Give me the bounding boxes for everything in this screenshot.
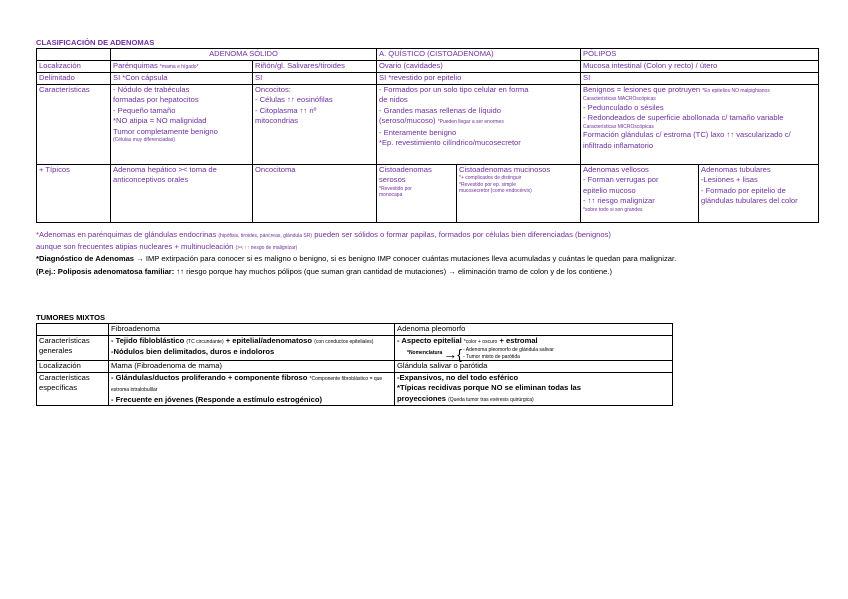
car-polipos-benignos: Benignos = lesiones que protruyen [583, 84, 701, 94]
cell-loc-adenoma-pleomorfo: Glándula salivar o parótida [395, 361, 673, 373]
tip-tubulares-line: -Lesiones + lisas [701, 175, 758, 184]
car-polipos-line: infiltrado inflamatorio [583, 140, 654, 150]
tip-serosos-line: Cistoadenomas [379, 164, 432, 174]
gen-ap-estromal: + estromal [499, 335, 538, 345]
cell-delim-quistico: SI *revestido por epitelio [377, 73, 581, 85]
header-adenoma-quistico: A. QUÍSTICO (CISTOADENOMA) [377, 49, 581, 61]
cell-tip-cistoadenomas-serosos [377, 164, 457, 222]
note-3a: *Diagnóstico de Adenomas → [36, 254, 144, 263]
note-1a: *Adenomas en parénquimas de glándulas endocrinas [36, 230, 217, 239]
note-2b: (>< ↑↑ riesgo de malignizar) [235, 245, 298, 251]
tip-serosos-note: monocapa [379, 192, 403, 198]
car-polipos-line: Formación glándulas c/ estroma (TC) laxo ↑↑ vascularizado c/ [583, 130, 791, 139]
note-diagnostico [36, 254, 836, 265]
nomenclatura-group [407, 347, 670, 360]
note-atipias [36, 242, 297, 254]
row-label-localizacion-2: Localización [37, 361, 109, 373]
header-adenoma-pleomorfo: Adenoma pleomorfo [395, 324, 673, 336]
cell-tip-cistoadenomas-mucinosos [457, 164, 581, 222]
cell-loc-quistico: Ovario (cavidades) [377, 60, 581, 73]
row-label-caracteristicas: Características [37, 84, 111, 164]
tip-serosos-line: serosos [379, 175, 406, 184]
table-tumores-mixtos [36, 323, 673, 406]
cell-delim-polipos: SI [581, 73, 819, 85]
car-quistico-line: - Enteramente benigno [379, 127, 457, 137]
esp-fa-frecuente: - Frecuente en jóvenes (Responde a estímulo estrogénico) [111, 394, 322, 404]
tip-vellosos-note: *sobre todo si son grandes [583, 206, 643, 213]
tip-tubulares-line: - Formado por epitelio de [701, 185, 786, 195]
cell-car-solido-a [111, 84, 253, 164]
note-4a: (P.ej.: Poliposis adenomatosa familiar: [36, 267, 175, 276]
note-1b: (hipófisis, tiroides, páncreas, glándula SR) [218, 233, 313, 239]
tip-mucinosos-note: *+ complicados de distinguir [459, 175, 522, 181]
cell-gen-fibroadenoma [109, 335, 395, 361]
esp-fa-glandulas-note: *Componente fibroblástico = que estroma intralobulilar [111, 375, 383, 393]
header-fibroadenoma: Fibroadenoma [109, 324, 395, 336]
nomenclatura-item: - Tumor mixto de parótida [462, 353, 520, 360]
gen-ap-aspecto-note: *color + oscuro [463, 338, 498, 345]
car-quistico-line: - Formados por un solo tipo celular en forma [379, 84, 529, 94]
gen-fa-nodulos: -Nódulos bien delimitados, duros e indoloros [111, 346, 275, 356]
car-oncocitos-line: mitocondrias [255, 116, 299, 125]
tip-vellosos-line: Adenomas vellosos [583, 164, 649, 174]
cell-car-solido-b [253, 84, 377, 164]
nomenclatura-item: - Adenoma pleomorfo de glándula salivar [462, 347, 554, 353]
cell-loc-solido-b: Riñón/gl. Salivares/tiroides [253, 60, 377, 73]
gen-fa-tejido: - Tejido fibloblástico [111, 335, 185, 345]
row-label-tipicos: + Típicos [37, 164, 111, 222]
header-polipos: PÓLIPOS [581, 49, 819, 61]
cell-delim-solido-a: SI *Con cápsula [111, 73, 253, 85]
tip-solido-line: anticonceptivos orales [113, 175, 189, 184]
note-4b: ↑↑ riesgo porque hay muchos pólipos (que suman gran cantidad de mutaciones) → eliminación tramo de colon y de los contiene.) [174, 267, 613, 276]
car-solido-line: formadas por hepatocitos [113, 95, 199, 104]
gen-fa-epitelial: + epitelial/adenomatoso [225, 335, 313, 345]
tip-vellosos-line: epitelio mucoso [583, 185, 636, 195]
car-oncocitos-line: Oncocitos: [255, 84, 291, 94]
gen-fa-epitelial-note: (con conductos epiteliales) [314, 338, 374, 345]
car-polipos-macro-heading: Características MACROscópicas [583, 96, 656, 102]
label-line: Características [39, 335, 90, 345]
tip-tubulares-line: Adenomas tubulares [701, 164, 771, 174]
car-quistico-seroso: (seroso/mucoso) [379, 116, 436, 125]
note-1c: pueden ser sólidos o formar papilas, formados por células bien diferenciadas (benignos) [314, 230, 611, 239]
esp-ap-recidivas: *Típicas recidivas porque NO se eliminan todas las [397, 383, 582, 392]
car-quistico-seroso-note: *Pueden llegar a ser enormes [437, 119, 504, 125]
gen-ap-nomenclatura: *Nomenclatura [407, 350, 443, 357]
row-label-caracteristicas-especificas [37, 372, 109, 406]
cell-car-polipos [581, 84, 819, 164]
table-clasificacion-adenomas [36, 48, 819, 223]
car-oncocitos-line: - Células ↑↑ eosinófilas [255, 95, 333, 104]
header-adenoma-solido: ADENOMA SÓLIDO [111, 49, 377, 61]
tip-mucinosos-note: *Revestido por ep. simple [459, 181, 516, 188]
tip-vellosos-line: - ↑↑ riesgo malignizar [583, 196, 655, 205]
brace-icon: →{ [443, 345, 462, 362]
car-solido-note: (Células muy diferenciadas) [113, 137, 175, 143]
cell-tip-solido-b: Oncocitoma [253, 164, 377, 222]
section-title-tumores-mixtos: TUMORES MIXTOS [36, 313, 106, 322]
header-blank [37, 49, 111, 61]
esp-ap-expansivos: -Expansivos, no del todo esférico [397, 372, 519, 382]
car-quistico-line: *Ep. revestimiento cilíndrico/mucosecretor [379, 138, 521, 147]
gen-fa-tejido-note: (TC circundante) [186, 338, 224, 345]
car-polipos-line: - Pedunculado o sésiles [583, 102, 664, 112]
tip-tubulares-line: glándulas tubulares del color [701, 196, 798, 205]
car-polipos-micro-heading: Características MICROscópicas [583, 123, 654, 130]
cell-delim-solido-b: SI [253, 73, 377, 85]
cell-loc-polipos: Mucosa intestinal (Colon y recto) / útero [581, 60, 819, 73]
tip-mucinosos-title: Cistoadenomas mucinosos [459, 164, 551, 174]
cell-tip-adenomas-vellosos [581, 164, 699, 222]
car-oncocitos-line: - Citoplasma ↑↑ nº [255, 105, 317, 115]
cell-loc-solido-a [111, 60, 253, 73]
label-line: específicas [39, 383, 77, 392]
cell-loc-fibroadenoma: Mama (Fibroadenoma de mama) [109, 361, 395, 373]
car-polipos-line: - Redondeados de superficie abollonada c/ tamaño variable [583, 113, 784, 122]
car-quistico-line: de nidos [379, 95, 408, 104]
car-polipos-benignos-note: *En epitelios NO malpighianos [702, 87, 770, 94]
esp-ap-proyecciones: proyecciones [397, 393, 446, 403]
tip-solido-line: Adenoma hepático >< toma de [113, 164, 217, 174]
row-label-caracteristicas-generales [37, 335, 109, 361]
car-quistico-line: - Grandes masas rellenas de líquido [379, 105, 501, 115]
note-adenomas-endocrinas [36, 230, 826, 242]
car-solido-line: Tumor completamente benigno [113, 126, 218, 136]
gen-ap-aspecto: - Aspecto epitelial [397, 335, 462, 345]
cell-gen-adenoma-pleomorfo [395, 335, 673, 361]
section-title-clasificacion: CLASIFICACIÓN DE ADENOMAS [36, 38, 155, 47]
esp-fa-glandulas: - Glándulas/ductos proliferando + componente fibroso [111, 372, 308, 382]
header-blank-2 [37, 324, 109, 336]
cell-car-quistico [377, 84, 581, 164]
car-solido-line: - Pequeño tamaño [113, 105, 176, 115]
loc-parenquimas-note: *mama e hígado* [159, 63, 199, 70]
cell-esp-fibroadenoma [109, 372, 395, 406]
label-line: generales [39, 346, 73, 355]
tip-mucinosos-note: mucosecretor (como endocérvix) [459, 188, 532, 194]
tip-vellosos-line: - Forman verrugas por [583, 175, 659, 184]
tip-serosos-note: *Revestido por [379, 185, 412, 192]
row-label-delimitado: Delimitado [37, 73, 111, 85]
loc-parenquimas: Parénquimas [113, 60, 158, 70]
car-solido-line: *NO atipia = NO malignidad [113, 116, 207, 125]
cell-tip-solido-a [111, 164, 253, 222]
note-2a: aunque son frecuentes atipias nucleares + multinucleación [36, 242, 234, 251]
row-label-localizacion: Localización [37, 60, 111, 73]
esp-ap-proyecciones-note: (Queda tumor tras exéresis quirúrgica) [448, 396, 534, 403]
label-line: Características [39, 372, 90, 382]
cell-tip-adenomas-tubulares [699, 164, 819, 222]
car-solido-line: - Nódulo de trabéculas [113, 84, 190, 94]
cell-esp-adenoma-pleomorfo [395, 372, 673, 406]
note-poliposis [36, 267, 836, 278]
note-3b: IMP extirpación para conocer si es maligno o benigno, si es benigno IMP conocer cuántas mutaciones lleva acumuladas y cuántas le quedan para malignizar. [143, 254, 677, 263]
